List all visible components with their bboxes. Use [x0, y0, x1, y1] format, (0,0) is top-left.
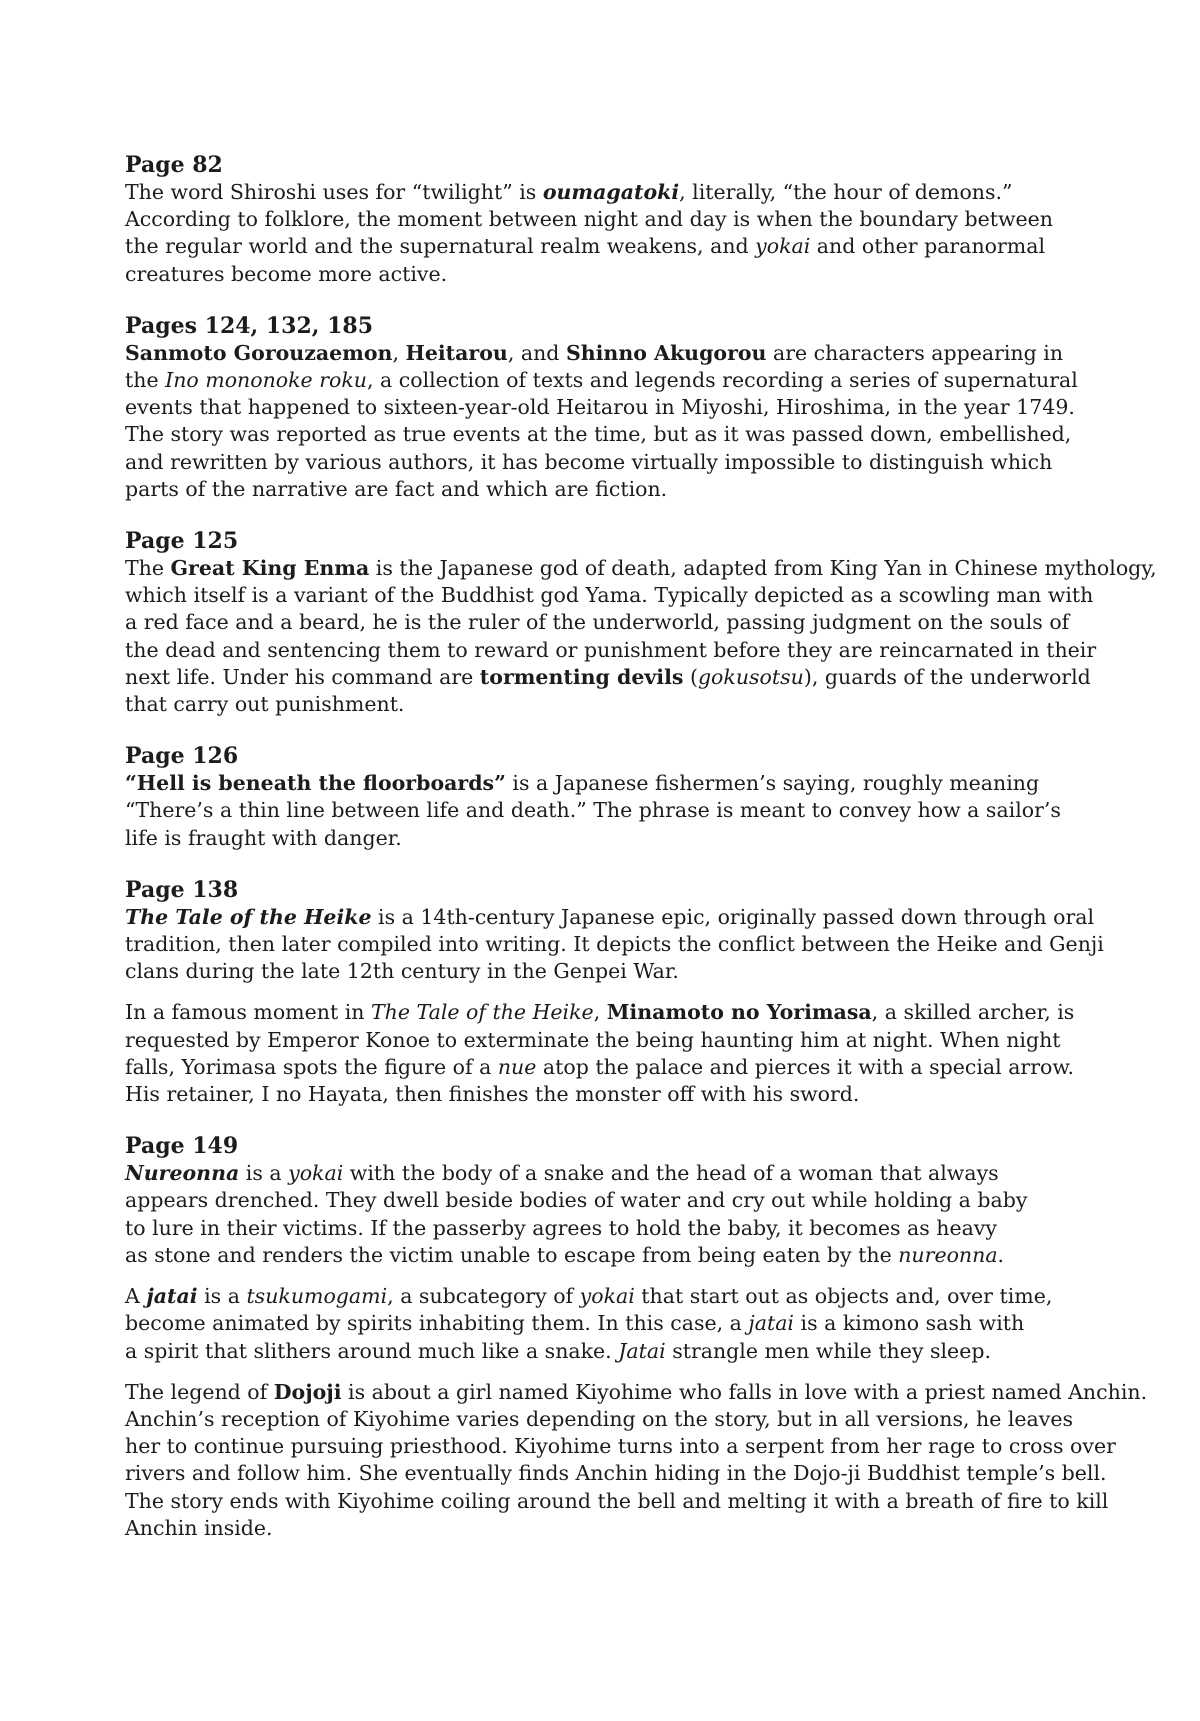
italic-term: Jatai [618, 1338, 666, 1363]
italic-term: jatai [748, 1311, 794, 1336]
bold-italic-term: The Tale of the Heike [125, 904, 372, 929]
text-run: A [125, 1284, 147, 1309]
text-line [125, 1515, 1120, 1542]
text-line [125, 1242, 1120, 1269]
italic-term: yokai [288, 1161, 344, 1186]
text-run: Anchin’s reception of Kiyohime varies depending on the story, but in all versions, he leaves [125, 1406, 1074, 1431]
text-run: the [125, 368, 166, 393]
text-line [125, 1310, 1120, 1337]
bold-term: tormenting devils [479, 664, 684, 689]
note-heading: Page 125 [125, 528, 239, 555]
italic-term: tsukumogami [246, 1284, 388, 1309]
note-paragraph [125, 1160, 1120, 1269]
text-line [125, 421, 1120, 448]
text-line [125, 582, 1120, 609]
bold-term: Minamoto no Yorimasa [606, 1000, 872, 1025]
text-line [125, 340, 1120, 367]
text-line [125, 394, 1120, 421]
text-run: a spirit that slithers around much like a snake. [125, 1338, 619, 1363]
text-run: the dead and sentencing them to reward or punishment before they are reincarnated in their [125, 637, 1097, 662]
text-line [125, 476, 1120, 503]
text-run: and other paranormal [810, 234, 1046, 259]
italic-term: yokai [755, 234, 811, 259]
text-line [125, 825, 1120, 852]
text-run: ), guards of the underworld [803, 664, 1091, 689]
text-run: , a subcategory of [387, 1284, 580, 1309]
text-run: become animated by spirits inhabiting them. In this case, a [125, 1311, 749, 1336]
text-line [125, 664, 1120, 691]
text-run: which itself is a variant of the Buddhist god Yama. Typically depicted as a scowling man with [125, 583, 1094, 608]
text-line [125, 1187, 1120, 1214]
bold-term: Sanmoto Gorouzaemon [125, 340, 393, 365]
italic-term: The Tale of the Heike [370, 1000, 594, 1025]
text-run: a red face and a beard, he is the ruler of the underworld, passing judgment on the souls of [125, 610, 1070, 635]
text-line [125, 1406, 1120, 1433]
text-line [125, 233, 1120, 260]
text-line [125, 637, 1120, 664]
text-run: is the Japanese god of death, adapted from King Yan in Chinese mythology, [369, 556, 1157, 581]
text-line [125, 999, 1120, 1026]
text-run: , a skilled archer, is [871, 1000, 1075, 1025]
italic-term: gokusotsu [697, 664, 804, 689]
text-line [125, 1488, 1120, 1515]
text-run: is a Japanese fishermen’s saying, roughly meaning [505, 771, 1040, 796]
text-run: next life. Under his command are [125, 664, 480, 689]
italic-term: nue [497, 1054, 537, 1079]
bold-term: “Hell is beneath the floorboards” [125, 771, 506, 796]
text-line [125, 931, 1120, 958]
text-line [125, 1460, 1120, 1487]
note-paragraph [125, 770, 1120, 852]
text-line [125, 206, 1120, 233]
text-run: that carry out punishment. [125, 692, 405, 717]
text-line [125, 1338, 1120, 1365]
text-run: His retainer, I no Hayata, then finishes the monster off with his sword. [125, 1082, 860, 1107]
text-run: atop the palace and pierces it with a special arrow. [536, 1054, 1075, 1079]
text-line [125, 449, 1120, 476]
text-line [125, 1283, 1120, 1310]
text-line [125, 1081, 1120, 1108]
text-line [125, 770, 1120, 797]
note-heading: Pages 124, 132, 185 [125, 312, 374, 339]
note-paragraph [125, 999, 1120, 1108]
text-run: is a [239, 1161, 289, 1186]
text-line [125, 904, 1120, 931]
note-paragraph [125, 555, 1157, 718]
text-run: that start out as objects and, over time, [634, 1284, 1053, 1309]
text-run: The [125, 556, 171, 581]
text-run: is a [197, 1284, 247, 1309]
text-run: events that happened to sixteen-year-old Heitarou in Miyoshi, Hiroshima, in the year 1749. [125, 395, 1075, 420]
text-run: , [593, 1000, 607, 1025]
note-paragraph [125, 1283, 1120, 1365]
text-run: rivers and follow him. She eventually finds Anchin hiding in the Dojo-ji Buddhist temple’s bell. [125, 1461, 1107, 1486]
text-run: falls, Yorimasa spots the figure of a [125, 1054, 498, 1079]
text-run: creatures become more active. [125, 261, 448, 286]
text-run: , [392, 340, 406, 365]
bold-term: Dojoji [273, 1379, 342, 1404]
text-line [125, 1054, 1120, 1081]
text-run: , and [507, 340, 566, 365]
text-run: her to continue pursuing priesthood. Kiyohime turns into a serpent from her rage to cross over [125, 1434, 1116, 1459]
text-run: . [997, 1242, 1005, 1267]
text-run: ( [683, 664, 698, 689]
note-section [125, 743, 1120, 852]
note-heading: Page 126 [125, 743, 239, 770]
note-paragraph [125, 179, 1120, 288]
italic-term: nureonna [898, 1242, 998, 1267]
text-run: are characters appearing in [766, 340, 1064, 365]
note-section [125, 528, 1157, 718]
text-run: is a kimono sash with [794, 1311, 1025, 1336]
text-run: to lure in their victims. If the passerby agrees to hold the baby, it becomes as heavy [125, 1215, 997, 1240]
text-run: , a collection of texts and legends recording a series of supernatural [366, 368, 1078, 393]
note-paragraph [125, 904, 1120, 986]
text-run: The word Shiroshi uses for “twilight” is [125, 180, 543, 204]
text-line [125, 1160, 1120, 1187]
bold-italic-term: jatai [146, 1284, 198, 1309]
text-run: and rewritten by various authors, it has become virtually impossible to distinguish which [125, 449, 1053, 474]
text-run: appears drenched. They dwell beside bodies of water and cry out while holding a baby [125, 1188, 1028, 1213]
text-run: Anchin inside. [125, 1515, 273, 1540]
bold-italic-term: oumagatoki [542, 180, 680, 204]
note-section [125, 877, 1120, 1108]
note-section [125, 313, 1120, 503]
text-run: The legend of [125, 1379, 274, 1404]
text-line [125, 958, 1120, 985]
text-run: “There’s a thin line between life and death.” The phrase is meant to convey how a sailor’s [125, 798, 1061, 823]
text-line [125, 691, 1120, 718]
text-line [125, 367, 1120, 394]
text-run: , literally, “the hour of demons.” [679, 180, 1013, 204]
text-run: According to folklore, the moment between night and day is when the boundary between [125, 207, 1053, 232]
bold-term: Great King Enma [170, 556, 370, 581]
italic-term: Ino mononoke roku [165, 368, 367, 393]
note-section [125, 152, 1120, 288]
text-run: The story ends with Kiyohime coiling around the bell and melting it with a breath of fire to kill [125, 1488, 1109, 1513]
text-run: is a 14th-century Japanese epic, originally passed down through oral [371, 904, 1095, 929]
note-paragraph [125, 1379, 1148, 1542]
text-line [125, 179, 1120, 206]
text-run: the regular world and the supernatural realm weakens, and [125, 234, 756, 259]
text-run: The story was reported as true events at the time, but as it was passed down, embellished, [125, 422, 1072, 447]
note-heading: Page 82 [125, 152, 223, 178]
note-heading: Page 149 [125, 1133, 239, 1160]
text-line [125, 1215, 1120, 1242]
notes-section [125, 152, 1157, 1542]
note-section [125, 1133, 1148, 1542]
text-run: as stone and renders the victim unable to escape from being eaten by the [125, 1242, 899, 1267]
text-line [125, 609, 1120, 636]
text-run: is about a girl named Kiyohime who falls in love with a priest named Anchin. [341, 1379, 1148, 1404]
text-line [125, 261, 1120, 288]
text-run: with the body of a snake and the head of a woman that always [343, 1161, 999, 1186]
note-heading: Page 138 [125, 876, 239, 903]
text-run: life is fraught with danger. [125, 825, 402, 850]
bold-term: Shinno Akugorou [565, 340, 767, 365]
text-run: requested by Emperor Konoe to exterminate the being haunting him at night. When night [125, 1027, 1061, 1052]
bold-term: Heitarou [405, 340, 508, 365]
text-run: strangle men while they sleep. [665, 1338, 991, 1363]
text-line [125, 1433, 1120, 1460]
text-line [125, 797, 1120, 824]
text-line [125, 1027, 1120, 1054]
italic-term: yokai [579, 1284, 635, 1309]
text-line [125, 1379, 1148, 1406]
text-run: parts of the narrative are fact and which are fiction. [125, 476, 668, 501]
text-run: tradition, then later compiled into writing. It depicts the conflict between the Heike and Genji [125, 932, 1104, 957]
text-line [125, 555, 1157, 582]
text-run: In a famous moment in [125, 1000, 371, 1025]
note-paragraph [125, 340, 1120, 503]
text-run: clans during the late 12th century in the Genpei War. [125, 959, 679, 984]
bold-italic-term: Nureonna [125, 1161, 240, 1186]
